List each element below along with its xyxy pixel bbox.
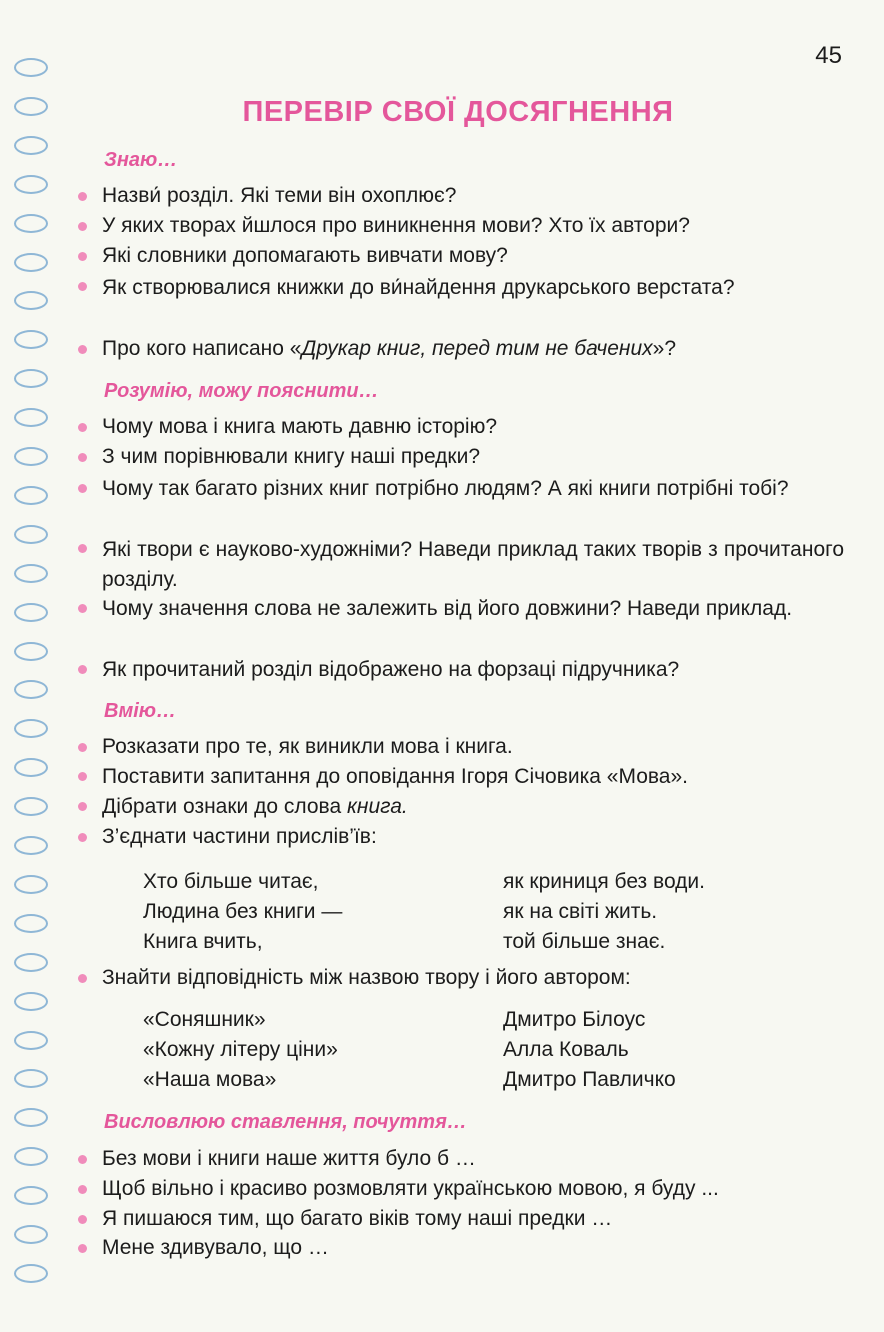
list-item: Які словники допомагають вивчати мову? [102,244,508,267]
binding-ring-icon [14,214,48,233]
bullet-icon [78,1155,87,1164]
list-item: Чому так багато різних книг потрібно людям? А які книги потрібні тобі? [102,477,789,500]
bullet-icon [78,222,87,231]
list-item: Щоб вільно і красиво розмовляти українською мовою, я буду ... [102,1177,719,1200]
bullet-icon [78,252,87,261]
binding-ring-icon [14,369,48,388]
list-item: Які твори є науково-художніми? Наведи приклад таких творів з прочитаного розділу. [102,538,844,591]
list-item: Мене здивувало, що … [102,1236,329,1259]
list-item: У яких творах йшлося про виникнення мови? Хто їх автори? [102,214,690,237]
binding-ring-icon [14,680,48,699]
binding-ring-icon [14,58,48,77]
bullet-icon [78,453,87,462]
bullet-icon [78,974,87,983]
bullet-icon [78,282,87,291]
binding-ring-icon [14,1225,48,1244]
work-title: «Соняшник» [143,1008,266,1031]
list-item-text: Дібрати ознаки до слова [102,795,347,818]
binding-ring-icon [14,408,48,427]
bullet-icon [78,665,87,674]
proverb-end: як криниця без води. [503,870,705,893]
binding-ring-icon [14,1147,48,1166]
binding-ring-icon [14,330,48,349]
work-author: Дмитро Павличко [503,1068,676,1091]
list-item: З’єднати частини прислів’їв: [102,825,377,848]
list-item: Я пишаюся тим, що багато віків тому наші предки … [102,1207,613,1230]
binding-ring-icon [14,797,48,816]
binding-ring-icon [14,603,48,622]
binding-ring-icon [14,992,48,1011]
binding-ring-icon [14,836,48,855]
bullet-icon [78,423,87,432]
binding-ring-icon [14,136,48,155]
binding-ring-icon [14,1069,48,1088]
list-item: Знайти відповідність між назвою твору і його автором: [102,966,631,989]
book-title-italic: Друкар книг, перед тим не бачених [301,337,653,360]
list-item: Як створювалися книжки до ви́найдення друкарського верстата? [102,276,735,299]
list-item: Без мови і книги наше життя було б … [102,1147,476,1170]
work-author: Дмитро Білоус [503,1008,646,1031]
list-item: З чим порівнювали книгу наші предки? [102,445,481,468]
bullet-icon [78,192,87,201]
binding-ring-icon [14,1108,48,1127]
binding-ring-icon [14,914,48,933]
bullet-icon [78,345,87,354]
page-number: 45 [815,42,842,69]
binding-ring-icon [14,291,48,310]
proverb-end: як на світі жить. [503,900,658,923]
section-heading-understand: Розумію, можу пояснити… [104,380,379,402]
spiral-binding [14,58,56,1308]
work-author: Алла Коваль [503,1038,629,1061]
binding-ring-icon [14,1186,48,1205]
bullet-icon [78,1244,87,1253]
binding-ring-icon [14,486,48,505]
binding-ring-icon [14,447,48,466]
binding-ring-icon [14,875,48,894]
section-heading-feelings: Висловлюю ставлення, почуття… [104,1111,467,1133]
word-italic: книга. [346,795,408,818]
proverb-start: Книга вчить, [143,930,263,953]
work-title: «Наша мова» [143,1068,277,1091]
bullet-icon [78,1185,87,1194]
list-item [102,334,844,364]
bullet-icon [78,544,87,553]
binding-ring-icon [14,1264,48,1283]
list-item: Поставити запитання до оповідання Ігоря Січовика «Мова». [102,765,688,788]
bullet-icon [78,743,87,752]
section-heading-know: Знаю… [104,149,178,171]
binding-ring-icon [14,953,48,972]
bullet-icon [78,1215,87,1224]
work-title: «Кожну літеру ціни» [143,1038,338,1061]
list-item-text: Про кого написано « [102,337,302,360]
list-item: Назви́ розділ. Які теми він охоплює? [102,184,457,207]
proverb-start: Людина без книги — [143,900,343,923]
list-item-text: »? [652,337,677,360]
bullet-icon [78,484,87,493]
list-item [102,792,844,822]
list-item: Чому мова і книга мають давню історію? [102,415,498,438]
page-title: ПЕРЕВІР СВОЇ ДОСЯГНЕННЯ [242,96,674,128]
binding-ring-icon [14,1031,48,1050]
proverb-start: Хто більше читає, [143,870,319,893]
list-item: Чому значення слова не залежить від його довжини? Наведи приклад. [102,597,793,620]
list-item: Як прочитаний розділ відображено на форзаці підручника? [102,658,680,681]
binding-ring-icon [14,253,48,272]
bullet-icon [78,833,87,842]
binding-ring-icon [14,175,48,194]
binding-ring-icon [14,564,48,583]
bullet-icon [78,604,87,613]
bullet-icon [78,772,87,781]
binding-ring-icon [14,719,48,738]
binding-ring-icon [14,758,48,777]
binding-ring-icon [14,525,48,544]
proverb-end: той більше знає. [503,930,666,953]
binding-ring-icon [14,642,48,661]
bullet-icon [78,802,87,811]
list-item: Розказати про те, як виникли мова і книга. [102,735,513,758]
section-heading-can: Вмію… [104,700,177,722]
